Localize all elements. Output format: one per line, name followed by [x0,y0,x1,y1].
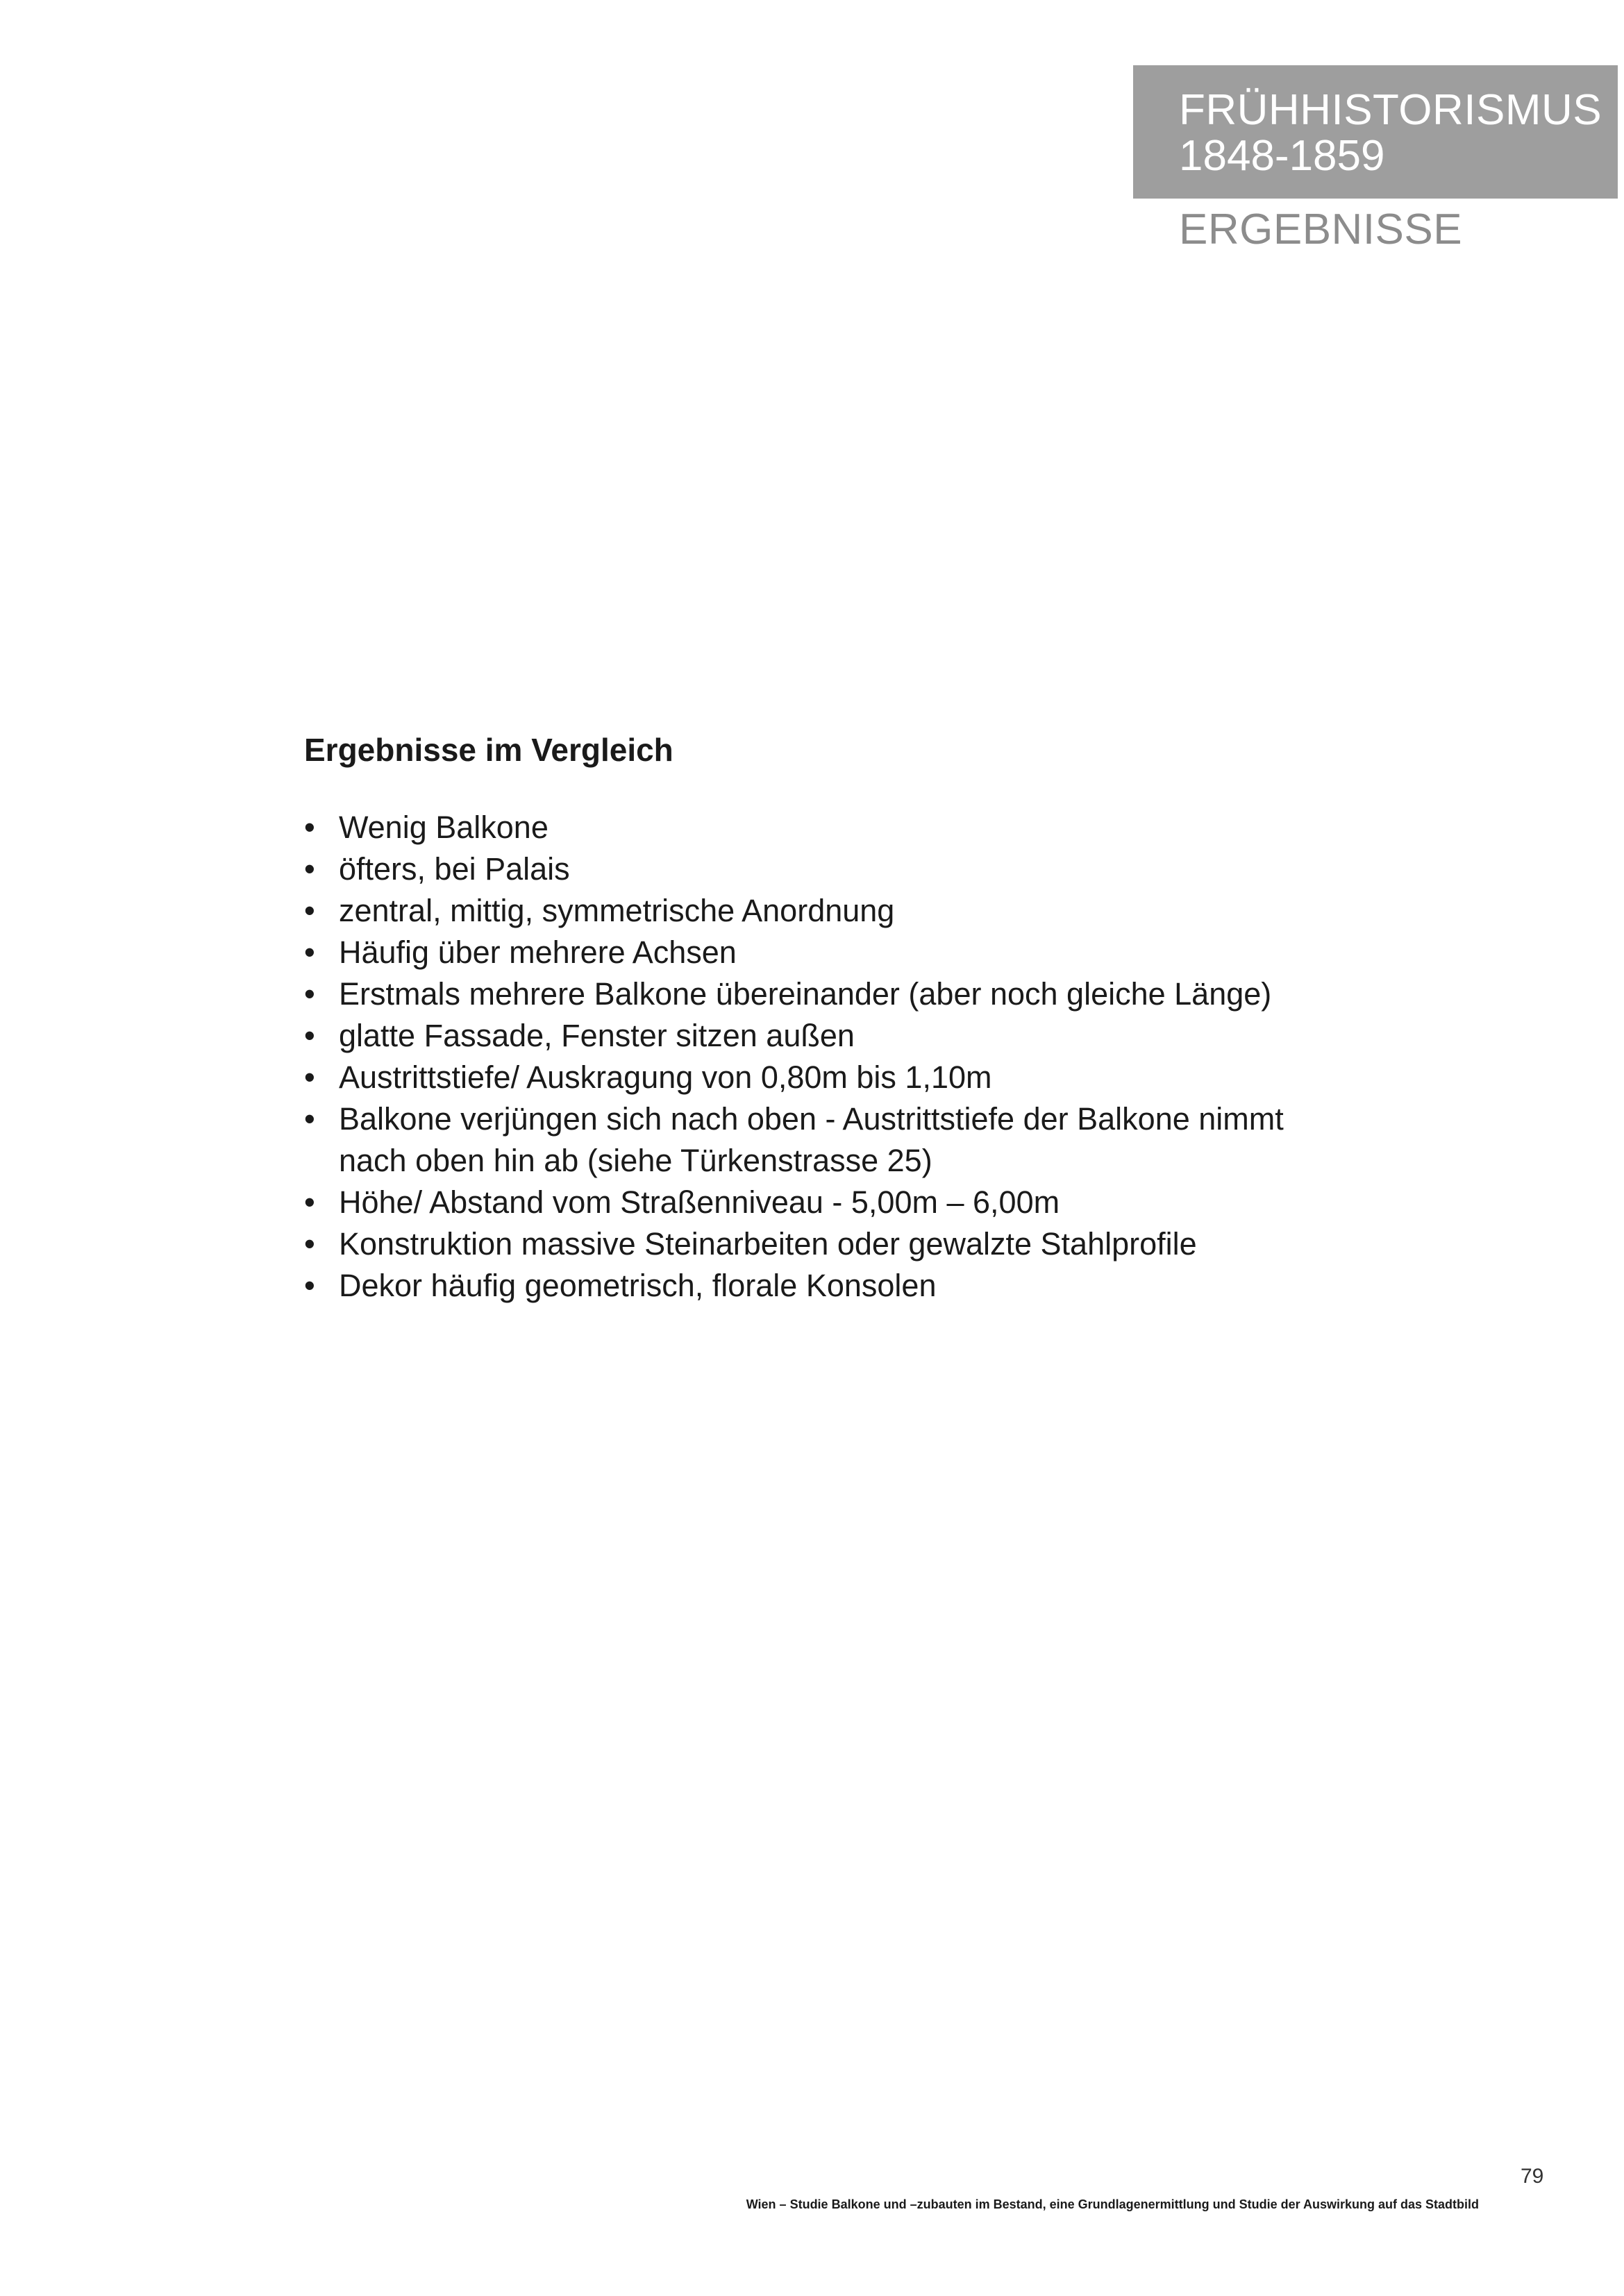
section-label: ERGEBNISSE [1179,206,1463,253]
list-item [304,932,1346,973]
page-number: 79 [1521,2165,1544,2188]
list-item [304,1182,1346,1223]
list-item [304,1265,1346,1307]
chapter-header-box [1133,65,1618,199]
bullet-icon: • [304,1059,315,1095]
chapter-title: FRÜHHISTORISMUS [1179,86,1602,134]
list-item [304,807,1346,848]
bullet-icon: • [304,1101,315,1137]
list-item-text: glatte Fassade, Fenster sitzen außen [339,1018,855,1053]
results-section [304,729,1346,1307]
bullet-icon: • [304,1226,315,1262]
list-item-text: öfters, bei Palais [339,851,570,887]
bullet-icon: • [304,810,315,845]
results-list [304,807,1346,1307]
list-item [304,1015,1346,1057]
list-item [304,890,1346,932]
list-item-text: Konstruktion massive Steinarbeiten oder gewalzte Stahlprofile [339,1226,1197,1262]
bullet-icon: • [304,1268,315,1303]
bullet-icon: • [304,1184,315,1220]
list-item-text: Wenig Balkone [339,810,549,845]
list-item [304,848,1346,890]
list-item [304,973,1346,1015]
chapter-years: 1848-1859 [1179,132,1385,180]
list-item-text: Höhe/ Abstand vom Straßenniveau - 5,00m – 6,00m [339,1184,1060,1220]
list-item-text: Austrittstiefe/ Auskragung von 0,80m bis 1,10m [339,1059,992,1095]
footer-text: Wien – Studie Balkone und –zubauten im Bestand, eine Grundlagenermittlung und Studie der Auswirkung auf das Stadtbild [746,2197,1479,2211]
list-item-text: Dekor häufig geometrisch, florale Konsolen [339,1268,937,1303]
results-heading: Ergebnisse im Vergleich [304,732,673,768]
bullet-icon: • [304,935,315,970]
bullet-icon: • [304,851,315,887]
bullet-icon: • [304,893,315,928]
list-item-text: Erstmals mehrere Balkone übereinander (aber noch gleiche Länge) [339,976,1272,1012]
list-item [304,1057,1346,1098]
bullet-icon: • [304,976,315,1012]
list-item-text: Häufig über mehrere Achsen [339,935,737,970]
list-item [304,1223,1346,1265]
list-item [304,1098,1346,1182]
bullet-icon: • [304,1018,315,1053]
list-item-text: Balkone verjüngen sich nach oben - Austrittstiefe der Balkone nimmt nach oben hin ab (siehe Türkenstrasse 25) [339,1101,1284,1178]
list-item-text: zentral, mittig, symmetrische Anordnung [339,893,895,928]
